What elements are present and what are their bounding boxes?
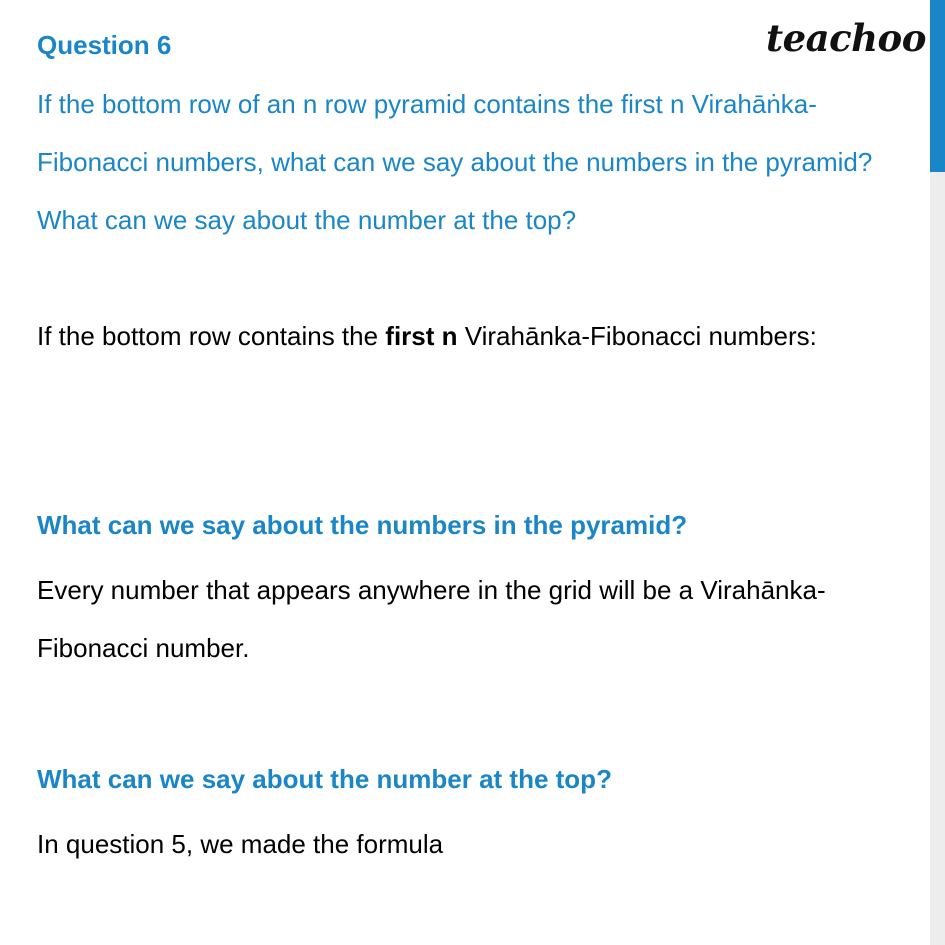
pyramid-numbers-answer: Every number that appears anywhere in the grid will be a Virahānka-Fibonacci number. [37, 575, 826, 663]
intro-text-after: Virahānka-Fibonacci numbers: [457, 321, 817, 351]
intro-paragraph [37, 307, 917, 365]
scrollbar-thumb[interactable] [930, 0, 945, 172]
top-number-heading: What can we say about the number at the top? [37, 764, 612, 794]
question-text: If the bottom row of an n row pyramid contains the first n Virahāṅka-Fibonacci numbers, what can we say about the numbers in the pyramid? What can we say about the number at the top? [37, 89, 873, 235]
teachoo-logo[interactable]: teachoo [766, 16, 926, 60]
intro-text-before: If the bottom row contains the [37, 321, 386, 351]
pyramid-numbers-heading: What can we say about the numbers in the pyramid? [37, 510, 688, 540]
top-number-answer: In question 5, we made the formula [37, 829, 444, 859]
question-label: Question 6 [37, 30, 172, 60]
intro-bold-text: first n [385, 321, 458, 351]
